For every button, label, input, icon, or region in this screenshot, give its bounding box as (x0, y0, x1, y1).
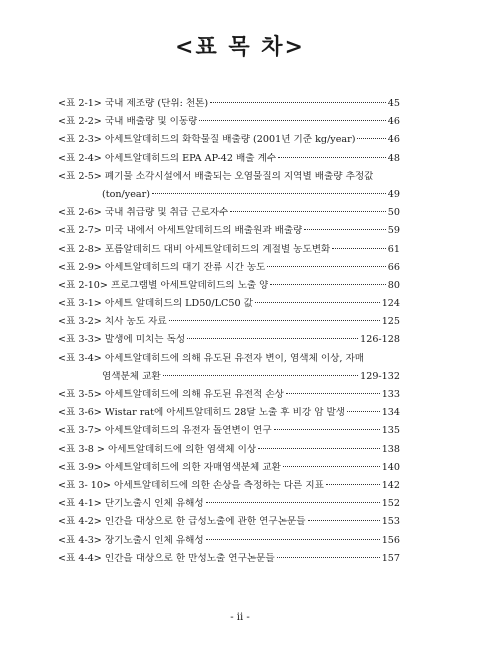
toc-entry-label: <표 2-2> 국내 배출량 및 이동량 (58, 116, 198, 128)
toc-entry (58, 298, 400, 309)
dot-leader (332, 248, 386, 249)
toc-entry (58, 116, 400, 127)
toc-entry-page: 157 (381, 552, 400, 564)
toc-entry (58, 353, 400, 364)
toc-entry (58, 462, 400, 473)
dot-leader (230, 211, 385, 212)
toc-entry (58, 516, 400, 527)
toc-entry-label: <표 3- 10> 아세트알데히드에 의한 손상을 측정하는 다른 지표 (58, 479, 324, 491)
toc-entry-page: 140 (381, 461, 400, 473)
toc-entry-page: 153 (381, 516, 400, 528)
dot-leader (267, 266, 385, 267)
dot-leader (152, 193, 386, 194)
dot-leader (255, 302, 380, 303)
toc-entry-label: <표 3-2> 치사 농도 자료 (58, 316, 167, 328)
toc-entry (58, 535, 400, 546)
toc-entry-label: (ton/year) (102, 188, 150, 200)
toc-entry-page: 46 (387, 134, 400, 146)
toc-entry-page: 134 (381, 407, 400, 419)
dot-leader (283, 466, 380, 467)
dot-leader (187, 338, 358, 339)
toc-entry (58, 553, 400, 564)
dot-leader (278, 157, 386, 158)
toc-entry-page: 50 (387, 207, 400, 219)
toc-entry-label: <표 3-9> 아세트알데히드에 의한 자매염색분체 교환 (58, 461, 281, 473)
toc-entry-page: 45 (387, 98, 400, 109)
dot-leader (169, 320, 380, 321)
toc-entry-label: <표 2-7> 미국 내에서 아세트알데히드의 배출원과 배출량 (58, 225, 303, 237)
toc-entry-page: 133 (381, 389, 400, 400)
table-of-contents (58, 98, 400, 571)
dot-leader (277, 557, 380, 558)
toc-entry (58, 207, 400, 218)
toc-entry-page: 129-132 (360, 370, 400, 382)
page-title: <표 목 차> (175, 34, 305, 60)
toc-entry (58, 407, 400, 418)
toc-entry (58, 225, 400, 236)
dot-leader (274, 429, 380, 430)
toc-entry-label: <표 4-1> 단기노출시 인체 유해성 (58, 498, 204, 510)
toc-entry-label: <표 2-6> 국내 취급량 및 취급 근로자수 (58, 207, 229, 219)
toc-entry (58, 389, 400, 400)
toc-entry (58, 171, 400, 182)
toc-entry-page: 49 (387, 188, 400, 200)
toc-entry-page: 59 (387, 225, 400, 237)
toc-entry (58, 244, 400, 255)
dot-leader (286, 393, 380, 394)
toc-entry-label: 염색분체 교환 (102, 370, 161, 382)
dot-leader (206, 502, 380, 503)
dot-leader (163, 375, 358, 376)
toc-entry-label: <표 2-4> 아세트알데히드의 EPA AP-42 배출 계수 (58, 152, 277, 164)
toc-entry-label: <표 2-1> 국내 제조량 (단위: 천톤) (58, 98, 209, 109)
toc-entry-label: <표 2-9> 아세트알데히드의 대기 잔류 시간 농도 (58, 261, 266, 273)
toc-entry-page: 156 (381, 534, 400, 546)
page-number: - ii - (230, 612, 250, 623)
toc-entry-label: <표 3-1> 아세트 알데히드의 LD50/LC50 값 (58, 298, 253, 310)
toc-entry-label: <표 4-4> 인간을 대상으로 한 만성노출 연구논문들 (58, 552, 275, 564)
toc-entry-label: <표 3-4> 아세트알데히드에 의해 유도된 유전자 변이, 염색체 이상, 자매 (58, 352, 365, 364)
toc-entry-label: <표 3-3> 발생에 미치는 독성 (58, 334, 186, 346)
toc-entry-page: 46 (387, 116, 400, 128)
toc-entry-label: <표 2-5> 폐기물 소각시설에서 배출되는 오염물질의 지역별 배출량 추정값 (58, 170, 374, 182)
dot-leader (357, 138, 385, 139)
toc-entry (58, 189, 400, 200)
toc-entry (58, 371, 400, 382)
toc-entry-label: <표 3-5> 아세트알데히드에 의해 유도된 유전적 손상 (58, 389, 284, 400)
toc-entry (58, 316, 400, 327)
toc-entry (58, 480, 400, 491)
toc-entry-label: <표 3-7> 아세트알데히드의 유전자 돌연변이 연구 (58, 425, 272, 437)
toc-entry (58, 153, 400, 164)
dot-leader (199, 120, 385, 121)
toc-entry-label: <표 2-10> 프로그램별 아세트알데히드의 노출 양 (58, 279, 269, 291)
toc-entry-page: 125 (381, 316, 400, 328)
toc-entry (58, 498, 400, 509)
toc-entry-label: <표 2-3> 아세트알데히드의 화학물질 배출량 (2001년 기준 kg/year) (58, 134, 356, 146)
toc-entry-page: 135 (381, 425, 400, 437)
toc-entry-label: <표 3-6> Wistar rat에 아세트알데히드 28달 노출 후 비강 암 발생 (58, 407, 346, 419)
dot-leader (210, 102, 386, 103)
toc-entry (58, 262, 400, 273)
toc-entry (58, 98, 400, 109)
toc-entry-label: <표 2-8> 포름알데히드 대비 아세트알데히드의 계절별 농도변화 (58, 243, 331, 255)
toc-entry-page: 138 (381, 443, 400, 455)
toc-entry (58, 334, 400, 345)
toc-entry (58, 444, 400, 455)
toc-entry (58, 280, 400, 291)
toc-entry-page: 124 (381, 298, 400, 310)
dot-leader (308, 520, 380, 521)
toc-entry-page: 66 (387, 261, 400, 273)
dot-leader (270, 284, 385, 285)
toc-entry-page: 80 (387, 279, 400, 291)
dot-leader (206, 539, 380, 540)
dot-leader (304, 229, 385, 230)
toc-entry-label: <표 4-2> 인간을 대상으로 한 급성노출에 관한 연구논문들 (58, 516, 306, 528)
toc-entry-page: 152 (381, 498, 400, 510)
toc-entry-label: <표 3-8 > 아세트알데히드에 의한 염색체 이상 (58, 443, 257, 455)
toc-entry-page: 126-128 (360, 334, 400, 346)
toc-entry-label: <표 4-3> 장기노출시 인체 유해성 (58, 534, 204, 546)
toc-entry (58, 134, 400, 145)
dot-leader (258, 448, 380, 449)
dot-leader (326, 484, 380, 485)
toc-entry-page: 61 (387, 243, 400, 255)
toc-entry-page: 142 (381, 479, 400, 491)
toc-entry (58, 425, 400, 436)
toc-entry-page: 48 (387, 152, 400, 164)
dot-leader (347, 411, 380, 412)
